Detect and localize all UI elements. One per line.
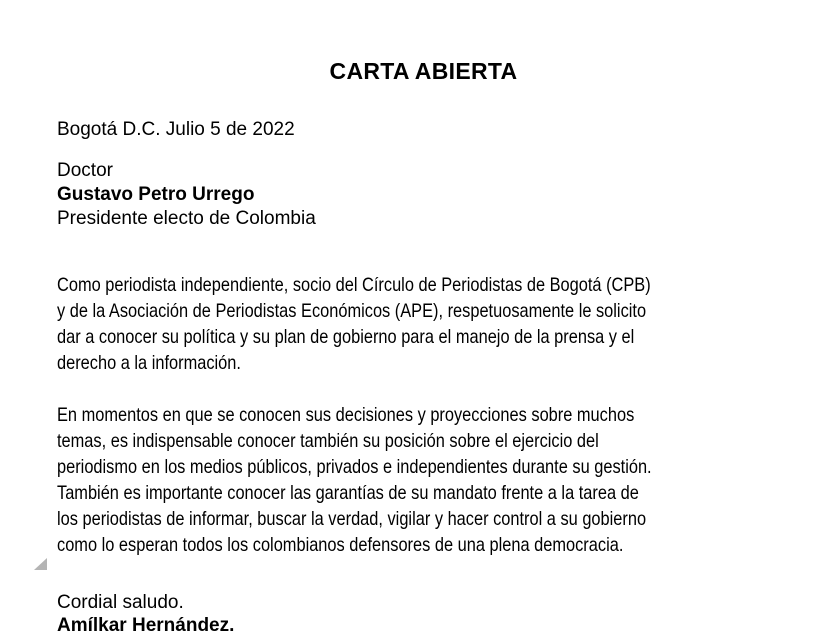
letter-date: Bogotá D.C. Julio 5 de 2022 bbox=[57, 119, 295, 140]
body-paragraph-2: En momentos en que se conocen sus decisiones y proyecciones sobre muchos temas, es indispensable conocer también su posición sobre el ejercicio del periodismo en los medios públicos, privados e independientes durante su gestión. También es importante conocer las garantías de su mandato frente a la tarea de los periodistas de informar, buscar la verdad, vigilar y hacer control a su gobierno como lo esperan todos los colombianos defensores de una plena democracia. bbox=[57, 404, 652, 556]
recipient-name: Gustavo Petro Urrego bbox=[57, 184, 255, 205]
recipient-block bbox=[57, 159, 790, 231]
closing-block bbox=[57, 591, 790, 637]
recipient-salutation: Doctor bbox=[57, 160, 113, 181]
resize-handle-triangle bbox=[34, 558, 47, 570]
closing-signature: Amílkar Hernández. bbox=[57, 615, 235, 636]
body-paragraph-1: Como periodista independiente, socio del Círculo de Periodistas de Bogotá (CPB) y de la Asociación de Periodistas Económicos (APE), respetuosamente le solicito dar a conocer su política y su plan de gobierno para el manejo de la prensa y el derecho a la información. bbox=[57, 274, 651, 374]
letter-title: CARTA ABIERTA bbox=[329, 58, 518, 84]
letter-body bbox=[57, 246, 790, 584]
resize-handle-icon bbox=[34, 558, 47, 570]
closing-farewell: Cordial saludo. bbox=[57, 592, 184, 613]
letter-content bbox=[57, 0, 790, 637]
recipient-role: Presidente electo de Colombia bbox=[57, 208, 316, 229]
